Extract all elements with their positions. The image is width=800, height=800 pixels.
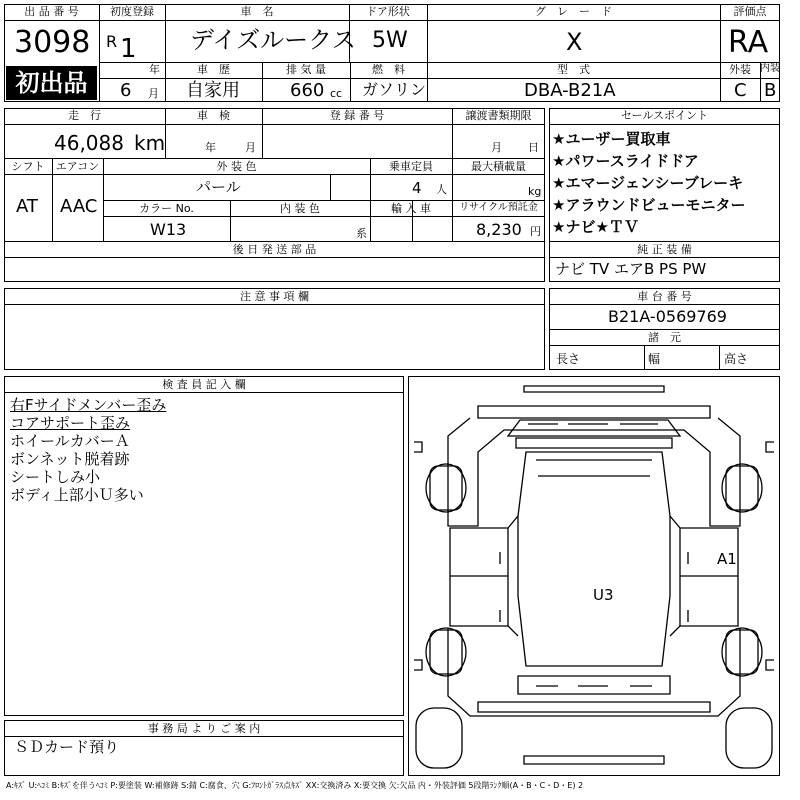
sales-point: ★ユーザー買取車 (552, 130, 671, 148)
transfer-day-unit: 日 (528, 141, 539, 154)
diagram-mark-u3: U3 (593, 586, 614, 604)
recycle-unit: 円 (530, 225, 541, 238)
inspection-label: 車 検 (197, 109, 230, 122)
ac-value: AAC (60, 196, 98, 217)
mileage-value: 46,088 (54, 131, 124, 155)
displacement-unit: cc (330, 87, 343, 100)
reg-label: 初度登録 (110, 5, 154, 18)
inspector-note: ボディ上部小Ｕ多い (10, 486, 144, 504)
reg-era: R (106, 32, 118, 51)
sales-point: ★アラウンドビューモニター (552, 196, 746, 214)
color-no-value: W13 (150, 220, 187, 239)
inspector-notes (10, 396, 400, 504)
capacity-value: 4 (412, 179, 422, 197)
office-label: 事 務 局 よ り ご 案 内 (147, 722, 261, 735)
recycle-label: リサイクル預託金 (459, 202, 538, 213)
mileage-unit: km (134, 131, 166, 155)
lot-number: 3098 (14, 25, 91, 60)
year-unit: 年 (149, 63, 160, 76)
lot-label: 出 品 番 号 (24, 5, 79, 18)
mileage-label: 走 行 (68, 109, 101, 122)
door-label: ドア形状 (366, 5, 410, 18)
diagram-mark-a1: A1 (717, 550, 737, 568)
capacity-label: 乗車定員 (389, 160, 433, 173)
fuel-value: ガソリン (362, 80, 427, 99)
plate-label: 登 録 番 号 (329, 109, 385, 122)
int-color-unit: 系 (356, 227, 367, 240)
displacement-value: 660 (290, 80, 325, 101)
equipment-value: ナビ TV エアB PS PW (555, 260, 707, 278)
sales-point: ★ナビ★ＴＶ (552, 218, 639, 236)
car-name: デイズルークス (190, 26, 356, 54)
reg-month: 6 (120, 80, 132, 101)
transfer-month-unit: 月 (491, 141, 502, 154)
inspector-note: ボンネット脱着跡 (10, 450, 130, 468)
month-unit: 月 (148, 87, 159, 100)
load-unit: kg (528, 185, 542, 198)
recycle-value: 8,230 (476, 220, 522, 239)
transfer-label: 譲渡書類期限 (465, 109, 532, 122)
legend-footer: A:ｷｽﾞ U:ﾍｺﾐ B:ｷｽﾞを伴うﾍｺﾐ P:要塗装 W:補修跡 S:錆 C:腐食、穴 G:ﾌﾛﾝﾄｶﾞﾗｽ点ｷｽﾞ XX:交換済み X:要交換 欠:欠品 内・外装評価 5段階ﾗﾝｸ順(A・B・C・D・E) 2 (6, 781, 584, 790)
load-label: 最大積載量 (471, 160, 526, 173)
sales-points-label: セールスポイント (620, 109, 708, 122)
door-value: 5W (372, 28, 408, 53)
ext-color-value: パール (196, 178, 241, 196)
capacity-unit: 人 (436, 183, 447, 196)
car-diagram (408, 376, 780, 776)
ext-grade-value: C (734, 80, 747, 101)
reg-year: 1 (120, 34, 137, 64)
inspector-note: ホイールカバーＡ (10, 432, 130, 450)
insp-month-unit: 月 (245, 141, 256, 154)
score-label: 評価点 (733, 5, 767, 18)
height-label: 高さ (724, 352, 749, 366)
ac-label: エアコン (55, 160, 100, 173)
int-grade-value: B (764, 80, 777, 101)
shift-value: AT (16, 196, 38, 217)
width-label: 幅 (648, 352, 661, 366)
grade-value: X (566, 28, 583, 56)
history-label: 車 歴 (197, 63, 230, 76)
first-listing-badge: 初出品 (6, 66, 97, 100)
color-no-label: カラー No. (139, 202, 194, 215)
inspector-note: コアサポート歪み (10, 414, 131, 432)
office-note: ＳＤカード預り (14, 738, 120, 756)
int-color-label: 内 装 色 (280, 202, 320, 215)
chassis-value: B21A-0569769 (608, 307, 727, 326)
caution-label: 注 意 事 項 欄 (240, 290, 309, 303)
insp-year-unit: 年 (205, 141, 216, 154)
inspector-note: シートしみ小 (10, 468, 101, 486)
history-value: 自家用 (186, 80, 240, 101)
displacement-label: 排 気 量 (286, 63, 326, 76)
ext-color-label: 外 装 色 (216, 160, 257, 173)
shift-label: シフト (11, 160, 45, 173)
inspector-label: 検 査 員 記 入 欄 (162, 378, 246, 391)
fuel-label: 燃 料 (372, 63, 405, 76)
model-value: DBA-B21A (524, 80, 616, 101)
later-parts-label: 後 日 発 送 部 品 (232, 243, 317, 256)
score-value: RA (728, 25, 769, 60)
grade-label: グ レ ー ド (535, 5, 612, 18)
inspector-note: 右Fサイドメンバー歪み (10, 396, 167, 414)
model-label: 型 式 (557, 63, 590, 76)
sales-point: ★エマージェンシーブレーキ (552, 174, 744, 192)
sales-points-list (552, 128, 778, 238)
sales-point: ★パワースライドドア (552, 152, 699, 170)
car-name-label: 車 名 (240, 5, 274, 18)
int-grade-label: 内装 (760, 63, 780, 74)
chassis-label: 車 台 番 号 (637, 290, 692, 303)
import-label: 輸 入 車 (391, 202, 431, 215)
ext-grade-label: 外装 (729, 63, 751, 76)
equipment-label: 純 正 装 備 (637, 243, 692, 256)
length-label: 長さ (556, 352, 581, 366)
dims-label: 諸 元 (648, 331, 681, 344)
